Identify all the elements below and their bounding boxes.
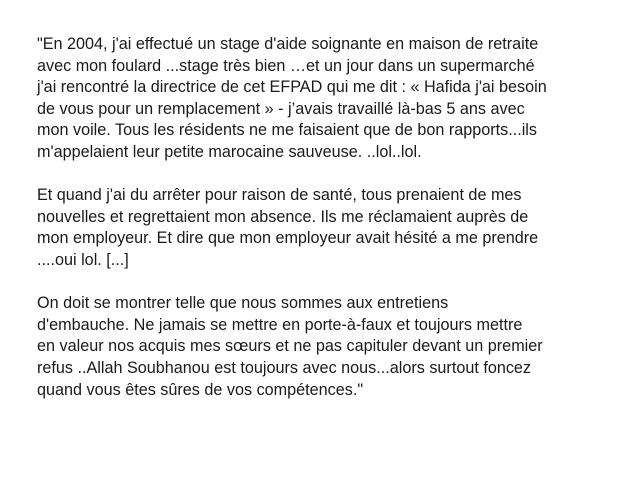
paragraph-2 <box>37 185 612 271</box>
text-line: m'appelaient leur petite marocaine sauveuse. ..lol..lol. <box>37 142 422 161</box>
testimonial-quote <box>37 34 612 401</box>
text-line: avec mon foulard ...stage très bien …et un jour dans un supermarché <box>37 56 535 75</box>
text-line: en valeur nos acquis mes sœurs et ne pas capituler devant un premier <box>37 337 543 356</box>
text-line: ....oui lol. [...] <box>37 250 129 269</box>
text-line: j'ai rencontré la directrice de cet EFPAD qui me dit : « Hafida j'ai besoin <box>37 78 547 97</box>
text-line: mon employeur. Et dire que mon employeur avait hésité a me prendre <box>37 229 539 248</box>
text-line: "En 2004, j'ai effectué un stage d'aide soignante en maison de retraite <box>37 35 539 53</box>
text-line: d'embauche. Ne jamais se mettre en porte-à-faux et toujours mettre <box>37 315 523 334</box>
text-line: nouvelles et regrettaient mon absence. Ils me réclamaient auprès de <box>37 207 529 226</box>
text-line: de vous pour un remplacement » - j’avais travaillé là-bas 5 ans avec <box>37 99 525 118</box>
text-line: refus ..Allah Soubhanou est toujours avec nous...alors surtout foncez <box>37 358 532 377</box>
text-line: On doit se montrer telle que nous sommes aux entretiens <box>37 294 449 313</box>
paragraph-1 <box>37 34 612 164</box>
paragraph-3 <box>37 293 612 401</box>
text-line: mon voile. Tous les résidents ne me faisaient que de bon rapports...ils <box>37 121 537 140</box>
text-line: quand vous êtes sûres de vos compétences." <box>37 380 364 399</box>
text-line: Et quand j'ai du arrêter pour raison de santé, tous prenaient de mes <box>37 186 522 205</box>
